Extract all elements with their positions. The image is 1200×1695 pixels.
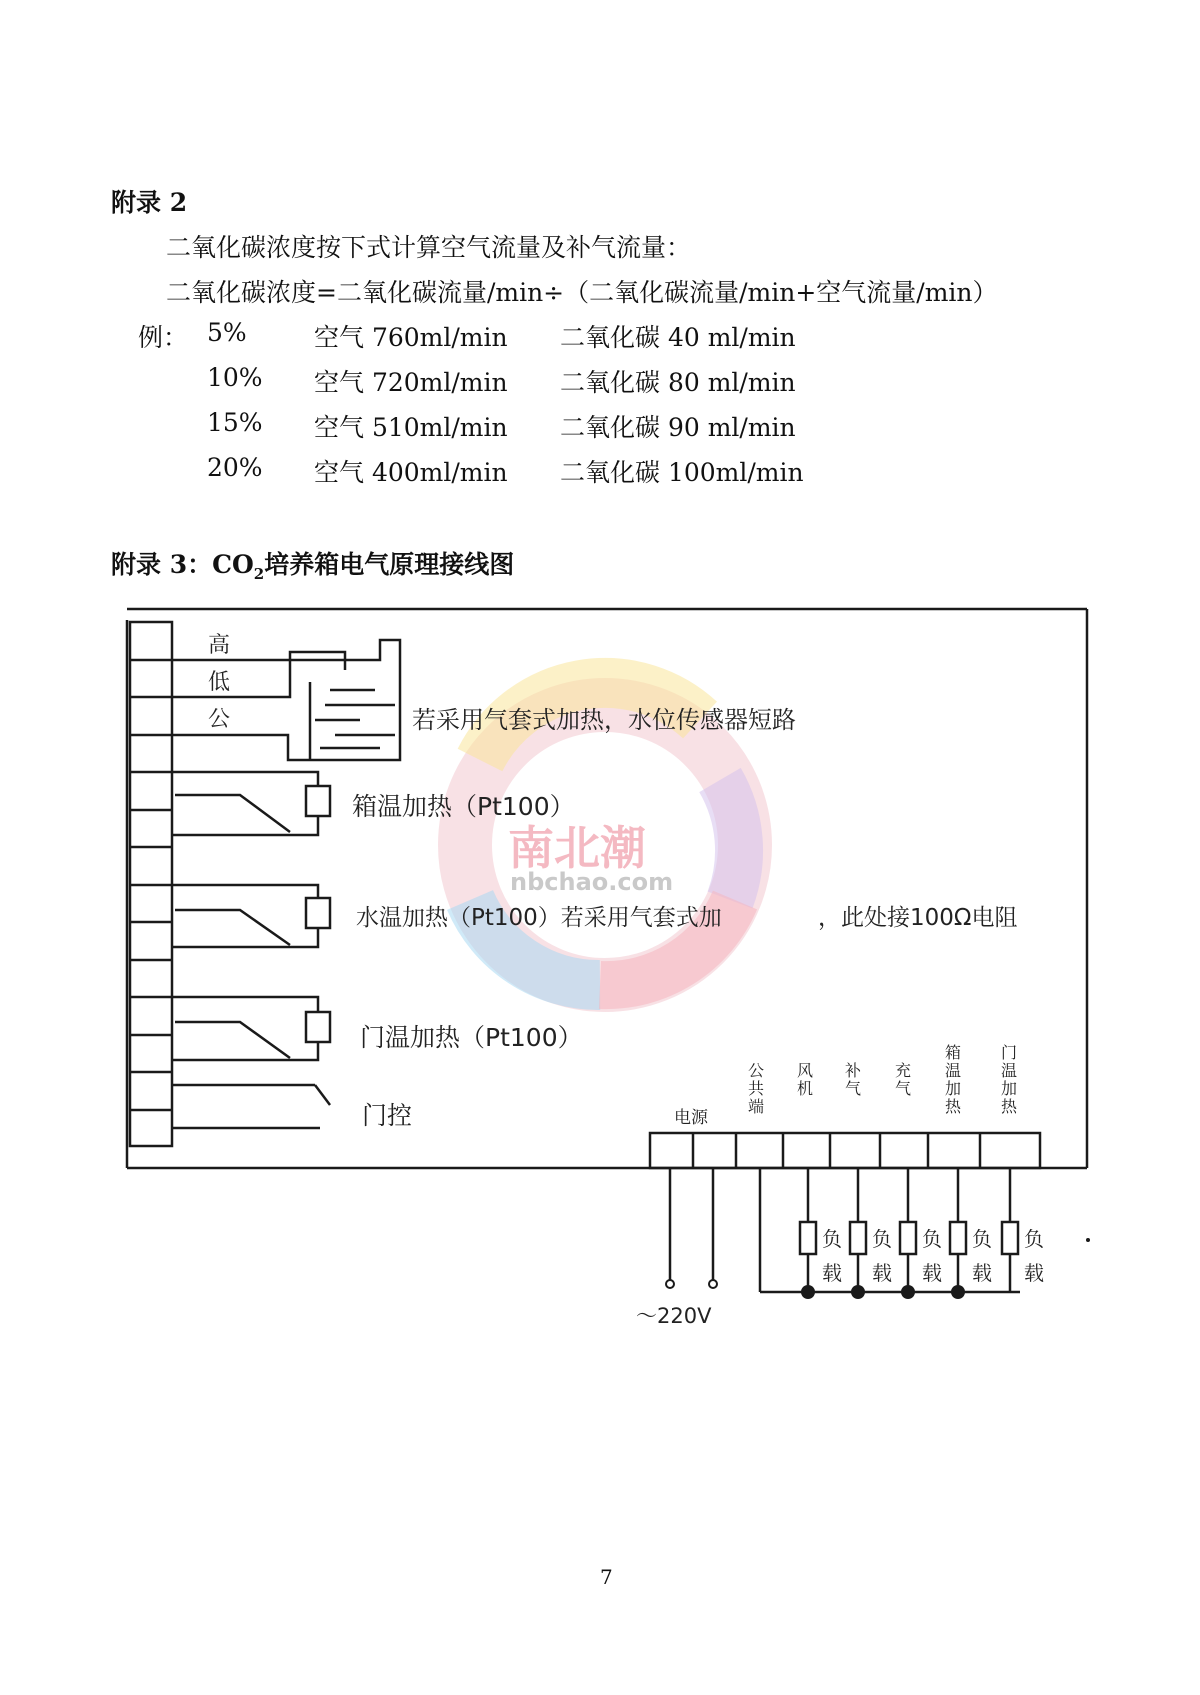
example-air: 空气 400ml/min [314, 458, 508, 487]
box-heater-label: 箱温加热（Pt100） [352, 792, 575, 821]
terminal-label [843, 1062, 863, 1122]
terminal-label [795, 1062, 815, 1122]
water-heater-label-b: ，此处接100Ω电阻 [818, 905, 1018, 931]
terminal-label-text: 充气 [894, 1061, 911, 1098]
appendix3-title-post: 培养箱电气原理接线图 [264, 550, 515, 579]
example-pct: 5% [207, 318, 247, 347]
terminal-label: 箱温加热 [944, 1043, 961, 1116]
appendix3-title-pre: 附录 3：CO [111, 550, 254, 579]
door-heater-label: 门温加热（Pt100） [360, 1023, 583, 1052]
example-co2: 二氧化碳 80 ml/min [560, 368, 796, 397]
example-pct: 10% [207, 363, 263, 392]
level-low-label: 低 [208, 670, 231, 695]
terminal-label-text: 风机 [796, 1061, 813, 1098]
load-label: 负载 [922, 1227, 942, 1285]
load-label: 负载 [822, 1227, 842, 1285]
load-label: 负载 [972, 1227, 992, 1285]
example-co2: 二氧化碳 90 ml/min [560, 413, 796, 442]
terminal-label-text: 补气 [844, 1061, 861, 1098]
watermark-url: nbchao.com [510, 868, 674, 896]
load-label: 负载 [872, 1227, 892, 1285]
appendix2-intro: 二氧化碳浓度按下式计算空气流量及补气流量： [166, 233, 692, 262]
watermark-text: 南北潮 [508, 821, 646, 875]
appendix2-formula: 二氧化碳浓度=二氧化碳流量/min÷（二氧化碳流量/min+空气流量/min） [166, 278, 998, 307]
level-high-label: 高 [208, 633, 231, 658]
example-co2: 二氧化碳 100ml/min [560, 458, 804, 487]
terminal-label [893, 1062, 913, 1122]
level-common-label: 公 [208, 707, 231, 732]
example-pct: 20% [207, 453, 263, 482]
supply-voltage-label: ～220V [636, 1304, 712, 1328]
load-label: 负载 [1024, 1227, 1044, 1285]
appendix2-title: 附录 2 [111, 188, 188, 217]
appendix3-title-sub: 2 [253, 565, 265, 583]
example-air: 空气 760ml/min [314, 323, 508, 352]
example-label: 例： [138, 323, 189, 352]
example-air: 空气 720ml/min [314, 368, 508, 397]
page-number: 7 [600, 1565, 613, 1589]
power-label: 电源 [674, 1108, 708, 1128]
terminal-label: 公共端 [747, 1061, 764, 1116]
terminal-label: 门温加热 [1000, 1043, 1017, 1116]
example-co2: 二氧化碳 40 ml/min [560, 323, 796, 352]
example-pct: 15% [207, 408, 263, 437]
water-sensor-note: 若采用气套式加热，水位传感器短路 [412, 706, 796, 734]
example-air: 空气 510ml/min [314, 413, 508, 442]
door-control-label: 门控 [362, 1101, 413, 1130]
water-heater-label-a: 水温加热（Pt100）若采用气套式加 [356, 905, 722, 931]
